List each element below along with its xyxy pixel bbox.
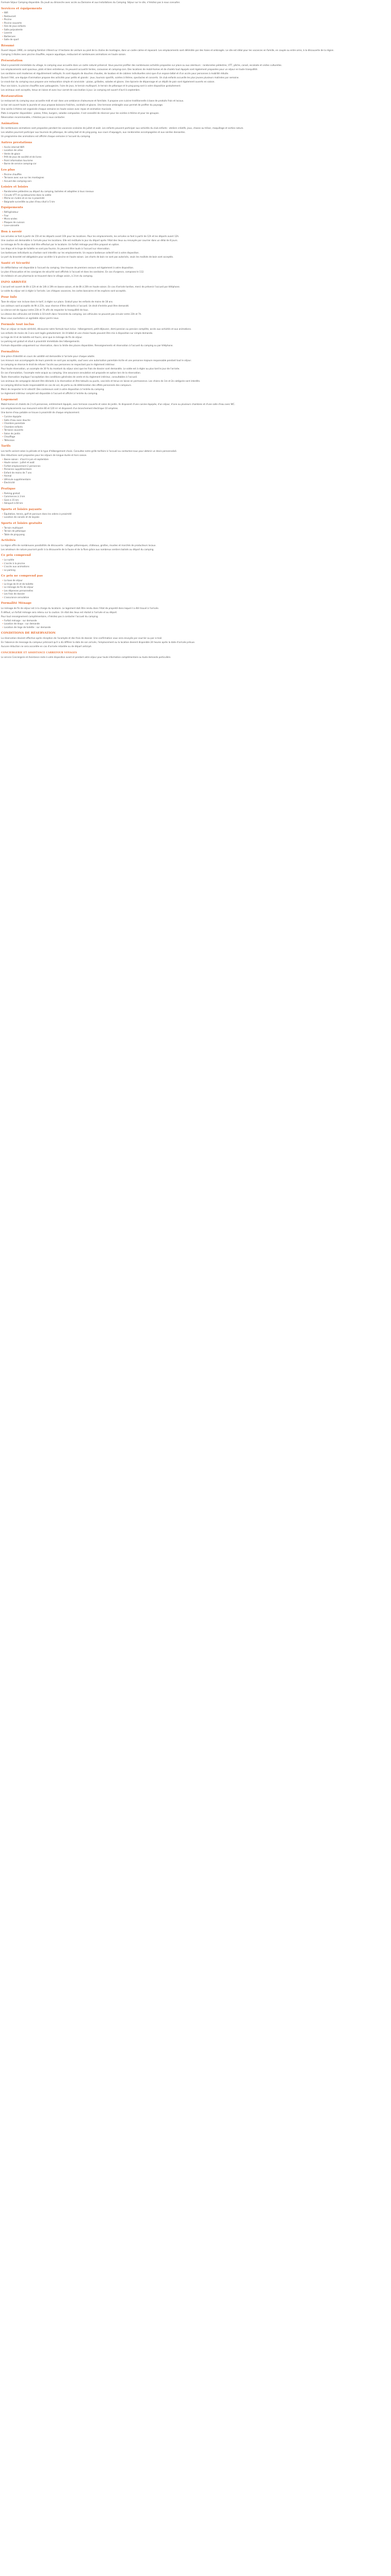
list-item-label: Électricité: [4, 481, 15, 484]
section-list: [1, 579, 388, 599]
list-item: [2, 180, 388, 183]
bullet-icon: •: [2, 197, 4, 200]
bullet-icon: •: [2, 481, 4, 484]
section-title: Formalité Ménage: [1, 602, 32, 605]
section-paragraph: Les amateurs de nature pourront partir à la découverte de la faune et de la flore grâce aux nombreux sentiers balisés au départ du camping.: [1, 548, 154, 551]
section-paragraph: Les animaux sont acceptés, tenus en laisse et avec leur carnet de vaccination à jour. Le camping est ouvert d'avril à septembre.: [1, 89, 140, 92]
section-paragraph: Le camping décline toute responsabilité en cas de vol, de perte ou de détérioration des effets personnels des campeurs.: [1, 384, 132, 387]
list-item-label: Basse saison : d'avril à juin et septembre: [4, 457, 49, 461]
section-paragraph: Taxe de séjour non incluse dans le tarif, à régler sur place. Gratuit pour les enfants de moins de 18 ans.: [1, 300, 113, 303]
list-item-label: Baignade surveillée au plan d'eau situé à 5 km: [4, 200, 55, 203]
section-title: Santé et Sécurité: [1, 261, 30, 265]
bullet-icon: •: [2, 586, 4, 589]
bullet-icon: •: [2, 28, 4, 31]
section-paragraph: Les enfants de moins de 3 ans sont logés gratuitement. Un lit bébé et une chaise haute peuvent être mis à disposition sur simple demande.: [1, 332, 153, 335]
section: [1, 521, 388, 536]
list-item: [2, 38, 388, 42]
section-paragraph: En l'absence de message du campeur précisant qu'il a dû différer la date de son arrivée, l'emplacement ou la location devient disponible 24 heures après la date d'arrivée prévue.: [1, 640, 196, 643]
bullet-icon: •: [2, 14, 4, 18]
list-item-label: L'assurance annulation: [4, 596, 29, 599]
list-item-label: Le linge de lit et de toilette: [4, 582, 34, 585]
list-item: [2, 224, 388, 228]
section-paragraph: Le ménage de fin de séjour doit être effectué par le locataire. Un forfait ménage peut être proposé en option.: [1, 243, 120, 246]
list-item-label: Forfait emplacement 2 personnes: [4, 464, 41, 467]
bullet-icon: •: [2, 589, 4, 592]
bullet-icon: •: [2, 478, 4, 481]
section-paragraph: Les visiteurs sont acceptés de 9h à 21h, sous réserve d'être déclarés à l'accueil. Un droit d'entrée peut être demandé.: [1, 304, 129, 308]
list-item-label: Parking gratuit: [4, 492, 20, 495]
bullet-icon: •: [2, 432, 4, 435]
section-list: [1, 492, 388, 505]
section: [1, 122, 388, 139]
section-title: Activités: [1, 539, 16, 543]
list-item: [2, 481, 388, 485]
footer-text: Le service Conciergerie et Assistance reste à votre disposition avant et pendant votre séjour pour toute information complémentaire ou toute demande particulière.: [1, 655, 171, 658]
list-item-label: Barbecues: [4, 35, 15, 38]
section-paragraph: Des réductions sont proposées pour les séjours de longue durée et hors saison.: [1, 453, 87, 456]
section: [1, 141, 388, 166]
section-paragraph: Ouvert depuis 1990, ce camping familial s'étend sur 4 hectares de verdure au pied de la chaîne de montagne, dans un cadre calme et reposant. Les emplacements sont délimités par des haies et ombragés. Le site est idéal pour les vacances en famille, en couple ou entre amis, à la découverte de la région.: [1, 49, 334, 52]
section-list: [1, 458, 388, 485]
list-item-label: Randonnées pédestres au départ du camping, balisées et adaptées à tous niveaux: [4, 190, 94, 193]
list-item-label: Cuisine équipée: [4, 415, 22, 418]
section-title: Ce prix ne comprend pas: [1, 574, 43, 578]
bullet-icon: •: [2, 149, 4, 152]
list-item: [2, 626, 388, 630]
bullet-icon: •: [2, 156, 4, 159]
section: [1, 601, 388, 629]
section-paragraph: Le silence est de rigueur entre 23h et 7h afin de respecter la tranquillité de tous.: [1, 309, 89, 312]
section-paragraph: Le restaurant du camping vous accueille midi et soir dans une ambiance chaleureuse et familiale. Il propose une cuisine traditionnelle à base de produits frais et locaux.: [1, 99, 184, 103]
list-item-label: Restaurant: [4, 14, 16, 18]
section-paragraph: Le snack-bar du camping vous propose une restauration simple et conviviale : pizzas, grillades, salades et glaces. Une épicerie de dépannage et un dépôt de pain sont également ouverts en saison.: [1, 80, 215, 83]
section-title: Résumé: [1, 44, 14, 47]
bullet-icon: •: [2, 568, 4, 571]
list-item-label: Animal: [4, 474, 12, 478]
list-item-label: Wifi: [4, 11, 8, 14]
bullet-icon: •: [2, 173, 4, 176]
list-item-label: Lave-vaisselle: [4, 224, 20, 227]
section-list: [1, 11, 388, 42]
bullet-icon: •: [2, 596, 4, 599]
section-paragraph: Un défibrillateur est disponible à l'accueil du camping. Une trousse de premiers secours est également à votre disposition.: [1, 266, 134, 269]
bullet-icon: •: [2, 516, 4, 519]
list-item-label: Piscine chauffée: [4, 173, 22, 176]
list-item-label: Commerces à 3 km: [4, 495, 25, 498]
list-item-label: Véhicule supplémentaire: [4, 478, 31, 481]
list-item-label: Forfait ménage : sur demande: [4, 619, 37, 622]
section-paragraph: La région offre de nombreuses possibilités de découverte : villages pittoresques, châteaux, grottes, musées et marchés de producteurs locaux.: [1, 544, 156, 547]
bullet-icon: •: [2, 579, 4, 582]
section-paragraph: En cas d'annulation, l'acompte reste acquis au camping. Une assurance annulation est proposée en option lors de la réservation.: [1, 371, 141, 375]
list-item-label: Terrasse couverte: [4, 429, 23, 432]
bullet-icon: •: [2, 429, 4, 432]
list-item-label: Borne de service camping-car: [4, 162, 37, 165]
bullet-icon: •: [2, 582, 4, 585]
list-item: [2, 439, 388, 443]
section-title: Pratique: [1, 487, 16, 490]
sections-container: [1, 7, 388, 649]
section-paragraph: Un médecin et une pharmacie se trouvent dans le village voisin, à 3 km du camping.: [1, 275, 93, 278]
section-paragraph: Les tarifs varient selon la période et le type d'hébergement choisi. Consultez notre grille tarifaire à l'accueil ou contactez-nous pour obtenir un devis personnalisé.: [1, 449, 177, 452]
list-item-label: Location de canoës et de kayaks: [4, 516, 40, 519]
list-item: [2, 533, 388, 537]
section: [1, 230, 388, 259]
list-item-label: Micro-ondes: [4, 217, 18, 221]
list-item-label: Accès internet Wifi: [4, 145, 25, 148]
section-paragraph: Durant l'été, une équipe d'animation propose des activités pour petits et grands : jeux, tournois sportifs, soirées à thème, spectacles et concerts. Un club enfants accueille les plus jeunes plusieurs matinées par semaine.: [1, 76, 239, 79]
bullet-icon: •: [2, 38, 4, 41]
list-item-label: Terrasse avec vue sur les montagnes: [4, 176, 44, 179]
section-list: [1, 190, 388, 204]
section: [1, 295, 388, 320]
bullet-icon: •: [2, 11, 4, 14]
list-item-label: La taxe de séjour: [4, 579, 23, 582]
section-paragraph: Une pièce d'identité en cours de validité est demandée à l'arrivée pour chaque adulte.: [1, 355, 95, 358]
section: [1, 206, 388, 227]
section: [1, 487, 388, 505]
list-item: [2, 569, 388, 572]
bullet-icon: •: [2, 562, 4, 565]
list-item-label: Aéroport à 60 km: [4, 502, 23, 505]
list-item-label: L'accès à la piscine: [4, 562, 25, 565]
section: [1, 350, 388, 396]
list-item-label: Piscine: [4, 18, 12, 21]
bullet-icon: •: [2, 438, 4, 442]
bullet-icon: •: [2, 468, 4, 471]
list-item-label: Chambre parentale: [4, 422, 25, 425]
list-item: [2, 162, 388, 166]
section-paragraph: Plats à emporter disponibles : pizzas, frites, burgers, salades composées. Il est conseillé de réserver pour les soirées à thème et pour les groupes.: [1, 112, 159, 115]
section-paragraph: La vitesse des véhicules est limitée à 10 km/h dans l'enceinte du camping. Les véhicules ne peuvent pas circuler entre 23h et 7h.: [1, 313, 142, 316]
section-title: Bon à savoir: [1, 230, 22, 233]
section-paragraph: Mobil-homes et chalets de 2 à 6 personnes, entièrement équipés, avec terrasse couverte et salon de jardin. Ils disposent d'une cuisine équipée, d'un séjour, d'une ou plusieurs chambres et d'une salle d'eau avec WC.: [1, 403, 235, 406]
list-item-label: Chambre enfants: [4, 425, 23, 428]
list-item-label: Salle de sport: [4, 38, 19, 41]
list-item-label: Piscine couverte: [4, 21, 22, 24]
list-item: [2, 200, 388, 204]
bullet-icon: •: [2, 221, 4, 224]
section: [1, 185, 388, 204]
section-title: Présentation: [1, 59, 23, 62]
list-item-label: Salle d'eau avec douche: [4, 418, 30, 421]
bullet-icon: •: [2, 498, 4, 501]
bullet-icon: •: [2, 558, 4, 562]
list-item-label: Le ménage de fin de séjour: [4, 586, 34, 589]
section-title: CONDITIONS DE RÉSERVATION: [1, 632, 56, 635]
bullet-icon: •: [2, 461, 4, 464]
list-item-label: Équitation, tennis, golf et parcours dans les arbres à proximité: [4, 512, 72, 515]
bullet-icon: •: [2, 471, 4, 474]
section-paragraph: Les adultes pourront participer aux tournois de pétanque, de volley-ball et de ping-pong, aux cours d'aquagym, aux randonnées accompagnées et aux soirées dansantes.: [1, 131, 186, 134]
section-list: [1, 513, 388, 519]
section: [1, 280, 388, 293]
page: [0, 0, 389, 664]
intro-text: Formule Séjour Camping disponible. Du jeudi au dimanche avec accès au Domaine et aux Installations du Camping. Séjour sur le site, n'hésitez pas à nous consulter.: [1, 1, 181, 4]
bullet-icon: •: [2, 530, 4, 533]
list-item-label: Réfrigérateur: [4, 211, 19, 214]
section-title: Sports et loisirs payants: [1, 507, 42, 511]
section-paragraph: Les draps et le linge de toilette ne sont pas fournis. Ils peuvent être loués à l'accueil sur réservation.: [1, 247, 110, 250]
bullet-icon: •: [2, 214, 4, 217]
bullet-icon: •: [2, 457, 4, 461]
section-title: Sports et loisirs gratuits: [1, 521, 42, 525]
section-paragraph: Un programme des animations est affiché chaque semaine à l'accueil du camping.: [1, 135, 91, 138]
bullet-icon: •: [2, 21, 4, 24]
section: [1, 261, 388, 278]
section-paragraph: Toute réservation implique l'acceptation des conditions générales de vente et du règlement intérieur, consultables à l'accueil.: [1, 376, 138, 379]
section-title: Les plus: [1, 168, 15, 172]
bullet-icon: •: [2, 35, 4, 38]
footer-cta: CONCIERGERIE ET ASSISTANCE CARREFOUR VOYAGES: [1, 652, 77, 655]
section-paragraph: Le port du bracelet est obligatoire pour accéder à la piscine en haute saison. Les shorts de bain ne sont pas autorisés, seuls les maillots de bain sont acceptés.: [1, 256, 174, 259]
bullet-icon: •: [2, 217, 4, 221]
section-paragraph: Aucune réduction ne sera accordée en cas d'arrivée retardée ou de départ anticipé.: [1, 645, 92, 648]
section-list: [1, 146, 388, 166]
section-list: [1, 415, 388, 442]
section-paragraph: Une soirée à thème est organisée chaque semaine en haute saison avec repas et animation musicale.: [1, 108, 112, 111]
section: [1, 507, 388, 519]
section-title: Ce prix comprend: [1, 554, 31, 557]
list-item-label: Haute saison : juillet et août: [4, 461, 35, 464]
section-paragraph: Les mineurs non accompagnés de leurs parents ne sont pas acceptés, sauf avec une autorisation parentale écrite et une personne majeure responsable pendant tout le séjour.: [1, 359, 192, 362]
section: [1, 323, 388, 348]
bullet-icon: •: [2, 145, 4, 148]
list-item: [2, 516, 388, 519]
section-title: Formalités: [1, 350, 19, 353]
list-item-label: Terrain de pétanque: [4, 530, 26, 533]
bullet-icon: •: [2, 415, 4, 418]
section-title: Tarifs: [1, 445, 11, 448]
bullet-icon: •: [2, 592, 4, 596]
section-list: [1, 173, 388, 183]
section-paragraph: Les barbecues individuels au charbon sont interdits sur les emplacements. Un espace barbecue collectif est à votre disposition.: [1, 251, 140, 255]
bullet-icon: •: [2, 152, 4, 155]
section-paragraph: Le parking est gratuit et situé à proximité immédiate des hébergements.: [1, 340, 80, 343]
section-paragraph: Le bar est ouvert toute la journée et vous propose boissons fraîches, cocktails et glaces. Une terrasse ombragée vous permet de profiter du paysage.: [1, 104, 164, 107]
bullet-icon: •: [2, 625, 4, 629]
bullet-icon: •: [2, 435, 4, 438]
list-item-label: Four: [4, 214, 9, 217]
section: [1, 574, 388, 599]
list-item-label: Aire de jeux enfants: [4, 25, 26, 28]
section-title: Services et équipements: [1, 7, 42, 10]
section-paragraph: L'accueil est ouvert de 8h à 12h et de 14h à 19h en basse saison, et de 8h à 20h en haute saison. En cas d'arrivée tardive, merci de prévenir l'accueil par téléphone.: [1, 285, 181, 289]
bullet-icon: •: [2, 179, 4, 182]
list-item-label: Location de linge de toilette : sur demande: [4, 625, 51, 629]
list-item: [2, 502, 388, 505]
bullet-icon: •: [2, 495, 4, 498]
section-title: Formule tout inclus: [1, 323, 35, 326]
section-title: Animation: [1, 122, 19, 125]
section-paragraph: Les emplacements nus mesurent entre 80 et 120 m² et disposent d'un branchement électrique 10 ampères.: [1, 407, 119, 410]
list-item-label: Plaques de cuisson: [4, 221, 25, 224]
list-item-label: L'accès aux animations: [4, 565, 29, 568]
section-paragraph: Nous vous souhaitons un agréable séjour parmi nous.: [1, 317, 59, 320]
section-paragraph: Le plan d'évacuation et les consignes de sécurité sont affichés à l'accueil et dans les sanitaires. En cas d'urgence, composez le 112.: [1, 270, 144, 274]
section: [1, 59, 388, 92]
bullet-icon: •: [2, 200, 4, 203]
list-item-label: Vente de glace: [4, 152, 20, 155]
section-paragraph: Situé à proximité immédiate du village, le camping vous accueille dans un cadre naturel préservé. Vous pourrez profiter des nombreuses activités proposées sur place ou aux alentours : randonnées pédestres, VTT, pêche, canoë, escalade et visites culturelles.: [1, 64, 282, 67]
section-paragraph: Pour un séjour en toute sérénité, découvrez notre formule tout inclus : hébergement, petit-déjeuner, demi-pension ou pension complète, accès aux activités et aux animations.: [1, 328, 192, 331]
list-item-label: Le parking: [4, 568, 15, 571]
section-paragraph: Les arrivées se font à partir de 15h et les départs avant 10h pour les locations. Pour les emplacements, les arrivées se font à partir de 12h et les départs avant 12h.: [1, 235, 180, 238]
section-paragraph: La réservation devient effective après réception de l'acompte et des frais de dossier. Une confirmation vous sera envoyée par courrier ou par e-mail.: [1, 636, 162, 639]
section-title: Restauration: [1, 94, 23, 98]
section-paragraph: Pour toute réservation, un acompte de 30 % du montant du séjour ainsi que les frais de dossier sont demandés. Le solde est à régler au plus tard le jour de l'arrivée.: [1, 367, 180, 370]
bullet-icon: •: [2, 25, 4, 28]
section-paragraph: Le linge de lit et de toilette est fourni, ainsi que le ménage de fin de séjour.: [1, 336, 83, 339]
bullet-icon: •: [2, 622, 4, 625]
section: [1, 398, 388, 442]
section-paragraph: Une caution est demandée à l'arrivée pour les locations. Elle est restituée le jour du départ après l'état des lieux ou renvoyée par courrier dans un délai de 8 jours.: [1, 239, 178, 242]
section-paragraph: Les animaux de compagnie doivent être déclarés à la réservation et être tatoués ou pucés, vaccinés et tenus en laisse en permanence. Les chiens de 1re et 2e catégorie sont interdits.: [1, 380, 201, 383]
list-item-label: Table de ping-pong: [4, 533, 25, 536]
section: [1, 631, 388, 648]
list-item-label: Terrain multisport: [4, 526, 23, 529]
section-paragraph: Réservation recommandée, n'hésitez pas à nous contacter.: [1, 116, 66, 119]
section-paragraph: Pour vos loisirs, la piscine chauffée avec pataugeoire, l'aire de jeux, le terrain multisport, le terrain de pétanque et le ping-pong sont à votre disposition gratuitement.: [1, 84, 181, 88]
bullet-icon: •: [2, 512, 4, 515]
list-item-label: Salon de jardin: [4, 432, 21, 435]
list-item-label: Gare à 15 km: [4, 498, 19, 501]
bullet-icon: •: [2, 159, 4, 162]
bullet-icon: •: [2, 193, 4, 196]
section-paragraph: Pour tout renseignement complémentaire, n'hésitez pas à contacter l'accueil du camping.: [1, 615, 99, 618]
list-item-label: Enfant de moins de 7 ans: [4, 471, 32, 474]
section-paragraph: Le ménage de fin de séjour est à la charge du locataire. Le logement doit être rendu dans l'état de propreté dans lequel il a été trouvé à l'arrivée.: [1, 606, 159, 609]
bullet-icon: •: [2, 190, 4, 193]
section: [1, 553, 388, 572]
section-title: INFO ARRIVÉE: [1, 280, 27, 284]
list-item-label: Prêt de jeux de société et de livres: [4, 156, 42, 159]
section-paragraph: Merci de respecter le tri sélectif. Des conteneurs sont à votre disposition à l'entrée du camping.: [1, 388, 105, 391]
list-item-label: Salle polyvalente: [4, 28, 23, 31]
section-list: [1, 211, 388, 228]
bullet-icon: •: [2, 31, 4, 35]
list-item-label: Accueil des camping-cars: [4, 179, 32, 182]
section-list: [1, 558, 388, 572]
list-item-label: Les frais de dossier: [4, 592, 25, 596]
section: [1, 538, 388, 551]
list-item-label: Personne supplémentaire: [4, 468, 32, 471]
list-item-label: Circuits VTT et cyclotourisme dans la vallée: [4, 193, 52, 196]
section-title: Loisirs et loisirs: [1, 185, 28, 189]
list-item-label: Pêche en rivière et en lac à proximité: [4, 197, 45, 200]
list-item-label: Laverie: [4, 31, 12, 35]
bullet-icon: •: [2, 224, 4, 227]
bullet-icon: •: [2, 464, 4, 467]
section-paragraph: Les sanitaires sont modernes et régulièrement nettoyés. Ils sont équipés de douches chaudes, de lavabos et de cabines individuelles ainsi que d'un espace bébé et d'un accès pour personnes à mobilité réduite.: [1, 72, 229, 75]
bullet-icon: •: [2, 533, 4, 536]
bullet-icon: •: [2, 211, 4, 214]
bullet-icon: •: [2, 492, 4, 495]
section: [1, 44, 388, 57]
list-item-label: Les dépenses personnelles: [4, 589, 34, 592]
section-paragraph: Le camping se réserve le droit de refuser l'accès aux personnes ne respectant pas le règlement intérieur.: [1, 363, 116, 366]
section-title: Equipements: [1, 206, 23, 210]
bullet-icon: •: [2, 418, 4, 421]
section: [1, 94, 388, 120]
bullet-icon: •: [2, 425, 4, 428]
bullet-icon: •: [2, 176, 4, 179]
section-paragraph: Les emplacements sont spacieux, plats et bien entretenus. Ils peuvent accueillir tentes, caravanes et camping-cars. Des locations de mobil-homes et de chalets tout équipés sont également proposées pour un séjour en toute tranquillité.: [1, 68, 258, 71]
section-paragraph: Formule disponible uniquement sur réservation, dans la limite des places disponibles. Renseignements et réservation à l'accueil du camping ou par téléphone.: [1, 344, 173, 347]
list-item-label: Chauffage: [4, 435, 15, 438]
section-title: Autres prestations: [1, 141, 32, 144]
bullet-icon: •: [2, 18, 4, 21]
section: [1, 7, 388, 42]
section-title: Logement: [1, 398, 18, 401]
list-item-label: La nuitée: [4, 558, 14, 562]
bullet-icon: •: [2, 526, 4, 529]
section-paragraph: Camping 3 étoiles avec piscine chauffée, espace aquatique, restaurant et nombreuses animations en haute saison.: [1, 53, 126, 56]
bullet-icon: •: [2, 162, 4, 165]
bullet-icon: •: [2, 474, 4, 478]
section-paragraph: Une borne d'eau potable se trouve à proximité de chaque emplacement.: [1, 411, 80, 414]
list-item-label: Télévision: [4, 438, 15, 442]
list-item-label: Point information tourisme: [4, 159, 33, 162]
list-item-label: Location de vélos: [4, 149, 23, 152]
section-list: [1, 527, 388, 537]
section-list: [1, 619, 388, 630]
section: [1, 168, 388, 183]
section-paragraph: À défaut, un forfait ménage sera retenu sur la caution. Un état des lieux est réalisé à l'arrivée et au départ.: [1, 611, 118, 614]
list-item-label: Location de draps : sur demande: [4, 622, 40, 625]
section-paragraph: De nombreuses animations sont proposées pendant les vacances scolaires de juillet et août. Les enfants peuvent participer aux activités du club enfants : ateliers créatifs, jeux, chasse au trésor, maquillage et sorties nature.: [1, 127, 244, 130]
section-paragraph: Le solde du séjour est à régler à l'arrivée. Les chèques vacances, les cartes bancaires et les espèces sont acceptés.: [1, 290, 126, 293]
bullet-icon: •: [2, 422, 4, 425]
bullet-icon: •: [2, 619, 4, 622]
section: [1, 444, 388, 484]
bullet-icon: •: [2, 565, 4, 568]
list-item: [2, 596, 388, 600]
bullet-icon: •: [2, 502, 4, 505]
section-paragraph: Le règlement intérieur complet est disponible à l'accueil et affiché à l'entrée du camping.: [1, 392, 98, 395]
section-title: Pour Info: [1, 295, 17, 299]
